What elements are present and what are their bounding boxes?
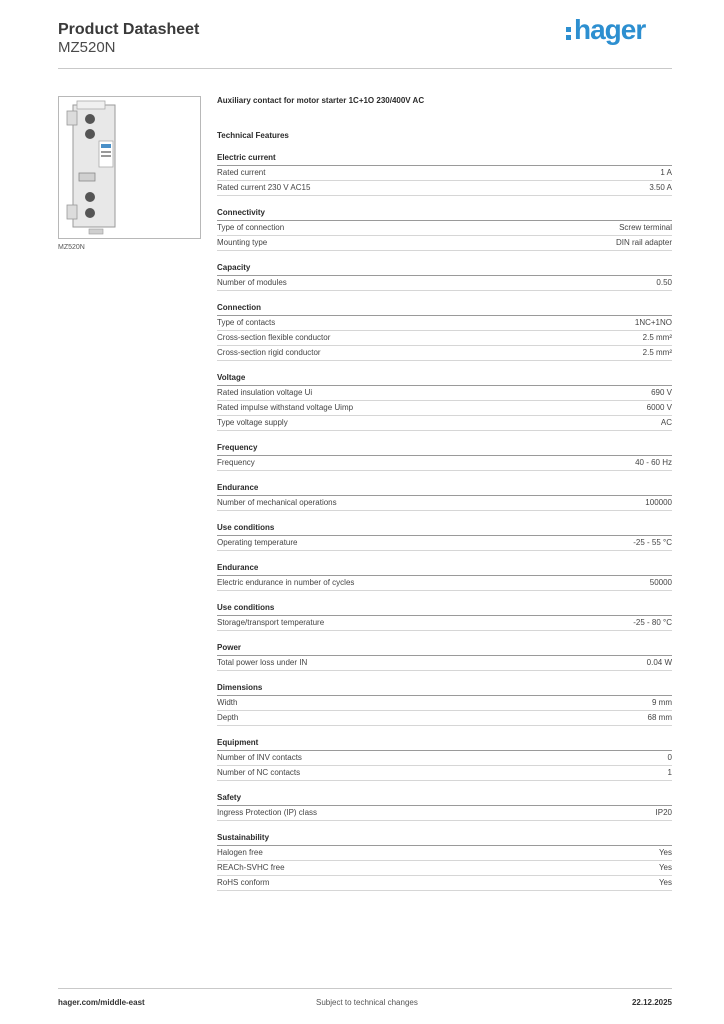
spec-value: 1 A bbox=[660, 168, 672, 177]
spec-row bbox=[217, 751, 672, 766]
section-title: Electric current bbox=[217, 153, 672, 166]
spec-row bbox=[217, 331, 672, 346]
spec-row bbox=[217, 166, 672, 181]
spec-label: Operating temperature bbox=[217, 538, 298, 547]
spec-row bbox=[217, 276, 672, 291]
spec-row bbox=[217, 496, 672, 511]
spec-label: Type of contacts bbox=[217, 318, 276, 327]
spec-row bbox=[217, 696, 672, 711]
spec-row bbox=[217, 536, 672, 551]
spec-section bbox=[217, 153, 672, 196]
spec-row bbox=[217, 576, 672, 591]
spec-value: AC bbox=[660, 418, 672, 427]
spec-label: Halogen free bbox=[217, 848, 263, 857]
section-title: Safety bbox=[217, 793, 672, 806]
section-title: Power bbox=[217, 643, 672, 656]
spec-value: Yes bbox=[658, 848, 672, 857]
spec-row bbox=[217, 236, 672, 251]
spec-row bbox=[217, 456, 672, 471]
spec-value: 100000 bbox=[645, 498, 672, 507]
spec-label: Number of modules bbox=[217, 278, 287, 287]
section-title: Dimensions bbox=[217, 683, 672, 696]
spec-section bbox=[217, 683, 672, 726]
spec-section bbox=[217, 208, 672, 251]
spec-value: 0.50 bbox=[656, 278, 672, 287]
spec-value: 2.5 mm² bbox=[642, 348, 672, 357]
spec-label: Type of connection bbox=[217, 223, 285, 232]
spec-value: DIN rail adapter bbox=[615, 238, 672, 247]
spec-row bbox=[217, 876, 672, 891]
section-title: Sustainability bbox=[217, 833, 672, 846]
spec-label: Number of mechanical operations bbox=[217, 498, 337, 507]
auxiliary-contact-illustration-icon bbox=[59, 97, 200, 238]
footer-divider bbox=[58, 988, 672, 989]
section-title: Endurance bbox=[217, 483, 672, 496]
spec-row bbox=[217, 346, 672, 361]
header-divider bbox=[58, 68, 672, 69]
spec-value: 40 - 60 Hz bbox=[635, 458, 672, 467]
section-title: Connection bbox=[217, 303, 672, 316]
spec-label: Storage/transport temperature bbox=[217, 618, 325, 627]
spec-section bbox=[217, 483, 672, 511]
section-title: Equipment bbox=[217, 738, 672, 751]
spec-value: 68 mm bbox=[647, 713, 672, 722]
spec-row bbox=[217, 386, 672, 401]
spec-section bbox=[217, 833, 672, 891]
technical-features-heading: Technical Features bbox=[217, 131, 289, 140]
spec-value: 2.5 mm² bbox=[642, 333, 672, 342]
page-title: Product Datasheet bbox=[58, 21, 200, 38]
spec-row bbox=[217, 221, 672, 236]
spec-row bbox=[217, 656, 672, 671]
footer-date: 22.12.2025 bbox=[631, 998, 672, 1007]
spec-value: Yes bbox=[658, 878, 672, 887]
spec-section bbox=[217, 603, 672, 631]
section-title: Capacity bbox=[217, 263, 672, 276]
feature-sections bbox=[217, 153, 672, 891]
product-image bbox=[58, 96, 201, 239]
spec-value: 9 mm bbox=[652, 698, 672, 707]
spec-section bbox=[217, 563, 672, 591]
spec-value: 50000 bbox=[649, 578, 672, 587]
spec-section bbox=[217, 373, 672, 431]
section-title: Voltage bbox=[217, 373, 672, 386]
spec-row bbox=[217, 846, 672, 861]
image-caption: MZ520N bbox=[58, 244, 85, 251]
product-code: MZ520N bbox=[58, 39, 116, 56]
spec-section bbox=[217, 263, 672, 291]
spec-label: Cross-section rigid conductor bbox=[217, 348, 321, 357]
spec-value: 690 V bbox=[651, 388, 672, 397]
spec-value: 1 bbox=[667, 768, 672, 777]
spec-section bbox=[217, 443, 672, 471]
spec-label: Frequency bbox=[217, 458, 255, 467]
spec-value: 3.50 A bbox=[649, 183, 672, 192]
spec-label: Rated impulse withstand voltage Uimp bbox=[217, 403, 354, 412]
spec-value: 0.04 W bbox=[646, 658, 672, 667]
spec-value: -25 - 80 °C bbox=[633, 618, 672, 627]
spec-value: -25 - 55 °C bbox=[633, 538, 672, 547]
spec-row bbox=[217, 181, 672, 196]
spec-row bbox=[217, 316, 672, 331]
spec-label: Total power loss under IN bbox=[217, 658, 308, 667]
spec-label: Number of NC contacts bbox=[217, 768, 301, 777]
spec-label: Ingress Protection (IP) class bbox=[217, 808, 318, 817]
spec-section bbox=[217, 643, 672, 671]
spec-section bbox=[217, 303, 672, 361]
spec-row bbox=[217, 806, 672, 821]
spec-section bbox=[217, 523, 672, 551]
section-title: Use conditions bbox=[217, 603, 672, 616]
spec-row bbox=[217, 416, 672, 431]
spec-label: Depth bbox=[217, 713, 239, 722]
footer-notice: Subject to technical changes bbox=[316, 998, 418, 1007]
footer-website-link[interactable]: hager.com/middle-east bbox=[58, 998, 145, 1007]
hager-logo bbox=[566, 16, 645, 44]
spec-row bbox=[217, 711, 672, 726]
spec-label: Rated insulation voltage Ui bbox=[217, 388, 313, 397]
logo-wordmark: hager bbox=[574, 14, 646, 45]
spec-value: IP20 bbox=[655, 808, 672, 817]
spec-row bbox=[217, 616, 672, 631]
spec-section bbox=[217, 738, 672, 781]
section-title: Use conditions bbox=[217, 523, 672, 536]
spec-label: Width bbox=[217, 698, 238, 707]
spec-label: RoHS conform bbox=[217, 878, 270, 887]
spec-label: Cross-section flexible conductor bbox=[217, 333, 331, 342]
spec-label: Type voltage supply bbox=[217, 418, 288, 427]
spec-label: Electric endurance in number of cycles bbox=[217, 578, 355, 587]
spec-label: Number of INV contacts bbox=[217, 753, 302, 762]
section-title: Endurance bbox=[217, 563, 672, 576]
datasheet-content bbox=[217, 96, 672, 903]
spec-section bbox=[217, 793, 672, 821]
product-description: Auxiliary contact for motor starter 1C+1O 230/400V AC bbox=[217, 96, 425, 105]
spec-value: 0 bbox=[667, 753, 672, 762]
section-title: Frequency bbox=[217, 443, 672, 456]
spec-row bbox=[217, 401, 672, 416]
spec-row bbox=[217, 766, 672, 781]
spec-label: Rated current bbox=[217, 168, 266, 177]
logo-dots-icon bbox=[566, 27, 571, 40]
spec-value: 6000 V bbox=[646, 403, 672, 412]
spec-label: Rated current 230 V AC15 bbox=[217, 183, 311, 192]
spec-label: REACh-SVHC free bbox=[217, 863, 285, 872]
spec-value: Screw terminal bbox=[619, 223, 672, 232]
section-title: Connectivity bbox=[217, 208, 672, 221]
spec-label: Mounting type bbox=[217, 238, 268, 247]
spec-row bbox=[217, 861, 672, 876]
spec-value: 1NC+1NO bbox=[634, 318, 672, 327]
spec-value: Yes bbox=[658, 863, 672, 872]
